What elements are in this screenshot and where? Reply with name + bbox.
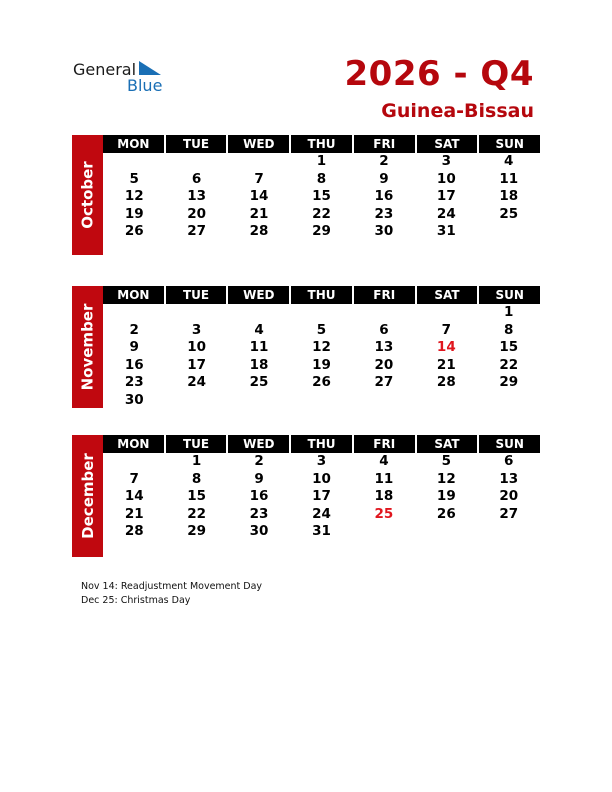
day-cell: 18 xyxy=(249,356,269,373)
week-row xyxy=(103,206,540,224)
weekday-header: SAT xyxy=(415,286,478,304)
day-cell: 3 xyxy=(316,453,327,469)
week-row xyxy=(103,223,540,241)
weekday-header: SUN xyxy=(477,435,540,453)
month-block-november xyxy=(72,286,540,408)
day-cell xyxy=(415,523,477,541)
day-cell xyxy=(165,392,227,410)
day-cell: 16 xyxy=(124,356,144,373)
day-cell: 19 xyxy=(436,488,456,504)
week-row xyxy=(103,453,540,471)
weekday-header-row xyxy=(103,286,540,304)
day-cell: 23 xyxy=(124,374,144,390)
day-cell: 5 xyxy=(441,453,452,469)
day-cell xyxy=(478,523,540,541)
day-cell: 6 xyxy=(379,321,389,338)
general-blue-logo xyxy=(73,60,173,96)
week-row xyxy=(103,339,540,357)
weekday-header: WED xyxy=(226,435,289,453)
day-cell: 30 xyxy=(374,223,394,239)
day-cell: 27 xyxy=(187,223,207,239)
day-cell: 2 xyxy=(129,321,139,338)
day-cell: 14 xyxy=(124,488,144,504)
weekday-header: FRI xyxy=(352,435,415,453)
day-cell: 12 xyxy=(436,470,456,487)
day-cell: 10 xyxy=(187,339,207,355)
day-cell: 2 xyxy=(379,153,389,169)
weekday-header: WED xyxy=(226,135,289,153)
day-cell xyxy=(290,304,352,322)
month-name: October xyxy=(78,161,97,229)
day-cell: 16 xyxy=(374,188,394,204)
day-cell: 3 xyxy=(191,321,202,338)
weekday-header: MON xyxy=(117,437,150,451)
day-cell: 20 xyxy=(187,205,207,222)
day-cell xyxy=(228,153,290,171)
month-name: December xyxy=(78,453,97,539)
day-cell: 17 xyxy=(187,356,207,373)
day-cell: 8 xyxy=(191,470,202,487)
day-cell: 31 xyxy=(312,523,331,539)
weekday-header: TUE xyxy=(164,435,227,453)
day-cell: 8 xyxy=(504,321,514,338)
week-row xyxy=(103,171,540,189)
day-cell: 12 xyxy=(124,188,144,204)
weekday-header: SUN xyxy=(477,286,540,304)
day-cell xyxy=(228,304,290,322)
day-cell xyxy=(103,153,165,171)
day-cell: 17 xyxy=(312,488,331,504)
day-cell: 26 xyxy=(124,223,144,239)
holiday-notes xyxy=(81,580,262,608)
day-cell: 20 xyxy=(499,488,519,504)
day-cell: 30 xyxy=(249,523,269,539)
day-cell: 11 xyxy=(374,470,394,487)
month-block-october xyxy=(72,135,540,255)
week-row xyxy=(103,392,540,410)
day-cell: 12 xyxy=(312,339,331,355)
day-cell xyxy=(353,392,415,410)
day-cell xyxy=(415,304,477,322)
day-cell: 25 xyxy=(249,374,269,390)
month-label xyxy=(72,135,103,255)
month-block-december xyxy=(72,435,540,557)
week-row xyxy=(103,357,540,375)
day-cell: 1 xyxy=(504,304,514,320)
day-cell: 21 xyxy=(124,505,144,522)
weekday-header: SUN xyxy=(477,135,540,153)
day-cell xyxy=(165,153,227,171)
day-cell: 25 xyxy=(374,505,394,522)
day-cell: 21 xyxy=(249,205,269,222)
day-cell: 24 xyxy=(436,205,456,222)
day-cell xyxy=(103,453,165,471)
day-cell: 29 xyxy=(499,374,519,390)
day-cell: 10 xyxy=(312,470,331,487)
day-cell: 13 xyxy=(374,339,394,355)
page-title: 2026 - Q4 xyxy=(344,54,534,94)
weekday-header: THU xyxy=(289,435,352,453)
day-cell: 27 xyxy=(374,374,394,390)
day-cell: 6 xyxy=(504,453,514,469)
weekday-header: FRI xyxy=(352,135,415,153)
day-cell xyxy=(415,392,477,410)
day-cell: 26 xyxy=(436,505,456,522)
week-row xyxy=(103,523,540,541)
day-cell: 14 xyxy=(436,339,456,355)
day-cell: 7 xyxy=(129,470,139,487)
day-cell xyxy=(478,392,540,410)
week-row xyxy=(103,153,540,171)
weekday-header: MON xyxy=(117,137,150,151)
month-label xyxy=(72,286,103,408)
month-grid xyxy=(103,286,540,409)
day-cell: 2 xyxy=(254,453,264,469)
month-grid xyxy=(103,435,540,541)
day-cell: 22 xyxy=(499,356,519,373)
day-cell: 3 xyxy=(441,153,452,169)
weekday-header: THU xyxy=(289,135,352,153)
day-cell xyxy=(353,523,415,541)
day-cell: 1 xyxy=(191,453,202,469)
day-cell: 8 xyxy=(316,170,327,187)
week-row xyxy=(103,374,540,392)
logo-text-general: General xyxy=(73,60,137,79)
weekday-header: MON xyxy=(117,288,150,302)
day-cell: 18 xyxy=(499,188,519,204)
day-cell: 15 xyxy=(187,488,207,504)
day-cell xyxy=(290,392,352,410)
day-cell: 28 xyxy=(436,374,456,390)
country-name: Guinea-Bissau xyxy=(381,100,534,122)
day-cell: 5 xyxy=(129,170,139,187)
holiday-note: Dec 25: Christmas Day xyxy=(81,595,191,606)
month-name: November xyxy=(78,303,97,391)
day-cell: 29 xyxy=(312,223,331,239)
day-cell: 23 xyxy=(249,505,269,522)
day-cell: 4 xyxy=(379,453,389,469)
day-cell: 22 xyxy=(187,505,207,522)
month-grid xyxy=(103,135,540,241)
weekday-header: SAT xyxy=(415,435,478,453)
day-cell: 4 xyxy=(254,321,264,338)
day-cell: 1 xyxy=(316,153,327,169)
day-cell: 27 xyxy=(499,505,519,522)
weekday-header: THU xyxy=(289,286,352,304)
day-cell: 7 xyxy=(441,321,452,338)
day-cell xyxy=(165,304,227,322)
day-cell: 29 xyxy=(187,523,207,539)
day-cell: 19 xyxy=(124,205,144,222)
day-cell: 24 xyxy=(187,374,207,390)
day-cell: 11 xyxy=(499,170,519,187)
day-cell: 31 xyxy=(436,223,456,239)
day-cell: 18 xyxy=(374,488,394,504)
weekday-header: SAT xyxy=(415,135,478,153)
weekday-header: FRI xyxy=(352,286,415,304)
day-cell: 14 xyxy=(249,188,269,204)
day-cell: 10 xyxy=(436,170,456,187)
day-cell: 21 xyxy=(436,356,456,373)
holiday-note: Nov 14: Readjustment Movement Day xyxy=(81,581,263,592)
day-cell xyxy=(103,304,165,322)
day-cell: 13 xyxy=(499,470,519,487)
day-cell: 28 xyxy=(249,223,269,239)
day-cell: 20 xyxy=(374,356,394,373)
day-cell: 19 xyxy=(312,356,331,373)
week-row xyxy=(103,488,540,506)
day-cell: 24 xyxy=(312,505,331,522)
day-cell: 13 xyxy=(187,188,207,204)
day-cell: 5 xyxy=(316,321,327,338)
day-cell: 28 xyxy=(124,523,144,539)
week-row xyxy=(103,322,540,340)
weekday-header: TUE xyxy=(164,286,227,304)
week-row xyxy=(103,304,540,322)
day-cell: 4 xyxy=(504,153,514,169)
weekday-header-row xyxy=(103,135,540,153)
day-cell: 30 xyxy=(124,391,144,408)
day-cell: 22 xyxy=(312,205,331,222)
day-cell xyxy=(228,392,290,410)
day-cell xyxy=(478,223,540,241)
day-cell: 6 xyxy=(191,170,202,187)
logo-text-blue: Blue xyxy=(127,76,163,95)
day-cell: 9 xyxy=(129,339,139,355)
day-cell: 25 xyxy=(499,205,519,222)
logo-triangle-icon xyxy=(139,61,163,77)
day-cell: 7 xyxy=(254,170,264,187)
day-cell: 26 xyxy=(312,374,331,390)
weekday-header: TUE xyxy=(164,135,227,153)
day-cell: 17 xyxy=(436,188,456,204)
weekday-header: WED xyxy=(226,286,289,304)
day-cell: 9 xyxy=(254,470,264,487)
weekday-header-row xyxy=(103,435,540,453)
week-row xyxy=(103,188,540,206)
month-label xyxy=(72,435,103,557)
day-cell: 15 xyxy=(499,339,519,355)
day-cell: 16 xyxy=(249,488,269,504)
day-cell xyxy=(353,304,415,322)
day-cell: 23 xyxy=(374,205,394,222)
week-row xyxy=(103,506,540,524)
day-cell: 9 xyxy=(379,170,389,187)
day-cell: 15 xyxy=(312,188,331,204)
week-row xyxy=(103,471,540,489)
day-cell: 11 xyxy=(249,339,269,355)
